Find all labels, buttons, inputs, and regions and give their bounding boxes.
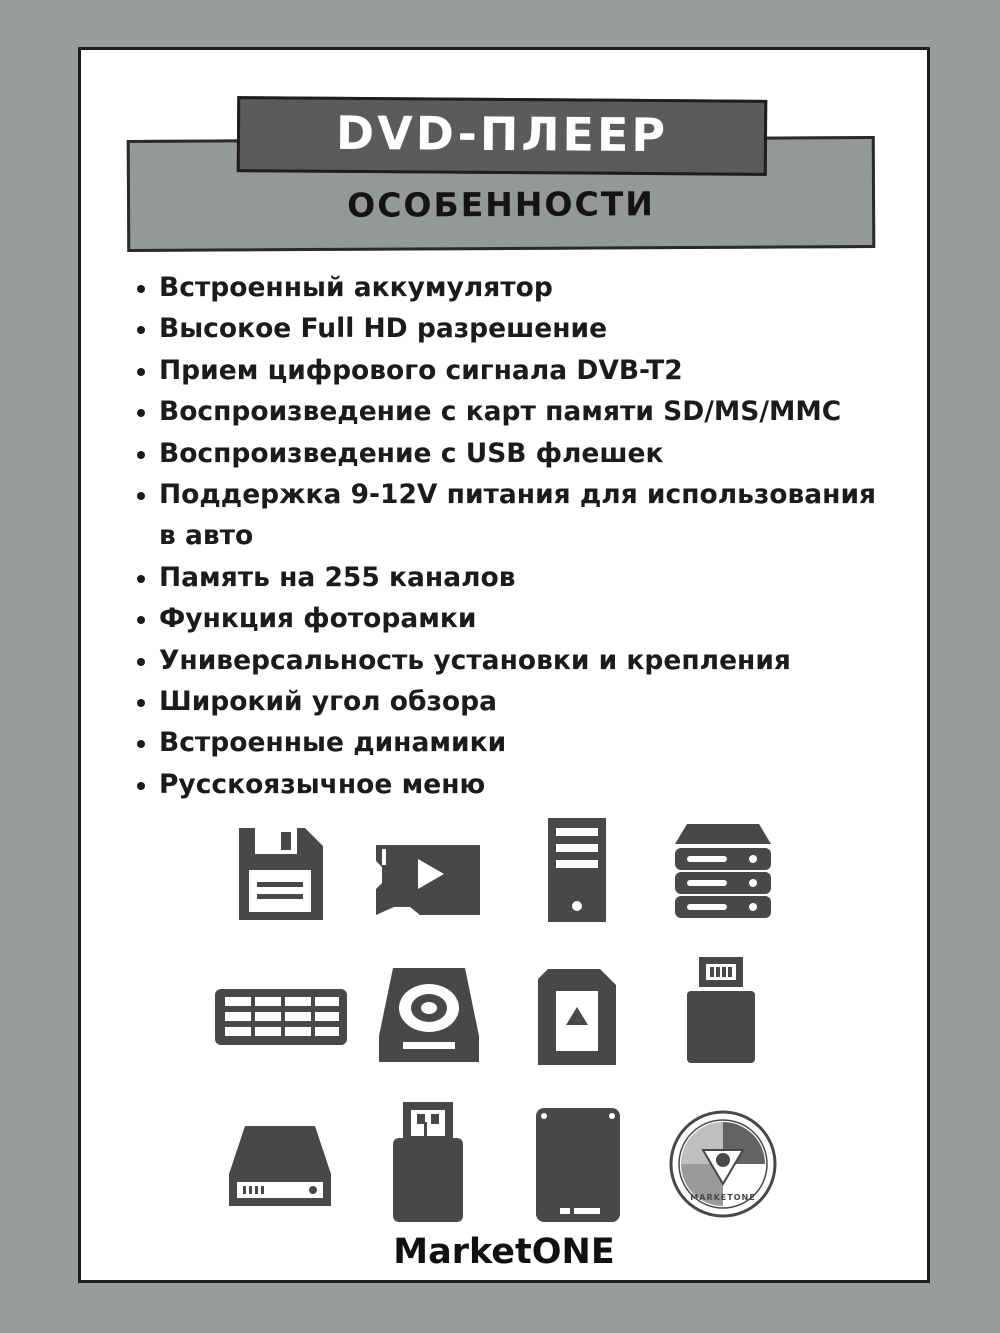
feature-item: Встроенные динамики [159,722,899,763]
feature-item: Воспроизведение с карт памяти SD/MS/MMC [159,391,899,432]
feature-list [159,267,899,805]
microsd-card-icon [374,833,484,917]
external-drive-icon [227,1124,333,1208]
nas-storage-icon [213,987,349,1047]
brand-name: MarketONE [393,1232,615,1272]
feature-item: Широкий угол обзора [159,681,899,722]
title-banner [237,96,768,176]
features-card [78,47,930,1283]
floppy-disk-icon [233,826,325,924]
usb-stick-icon [683,955,759,1067]
feature-item: Высокое Full HD разрешение [159,308,899,349]
page-title: DVD-ПЛЕЕР [335,105,669,163]
subtitle: ОСОБЕННОСТИ [347,184,655,225]
feature-item: Универсальность установки и крепления [159,640,899,681]
pc-tower-icon [546,816,608,924]
feature-item: Память на 255 каналов [159,557,899,598]
feature-item: Поддержка 9-12V питания для использования в авто [159,474,899,557]
marketone-logo-icon [669,1110,777,1218]
logo-text: MARKETONE [690,1193,756,1202]
usb-flash-icon [389,1100,467,1224]
sd-card-icon [536,967,618,1067]
ssd-icon [534,1106,622,1224]
feature-item: Встроенный аккумулятор [159,267,899,308]
server-rack-icon [673,822,773,920]
feature-item: Русскоязычное меню [159,764,899,805]
hard-disk-icon [377,966,481,1066]
feature-item: Прием цифрового сигнала DVB-T2 [159,350,899,391]
feature-item: Воспроизведение с USB флешек [159,433,899,474]
feature-item: Функция фоторамки [159,598,899,639]
